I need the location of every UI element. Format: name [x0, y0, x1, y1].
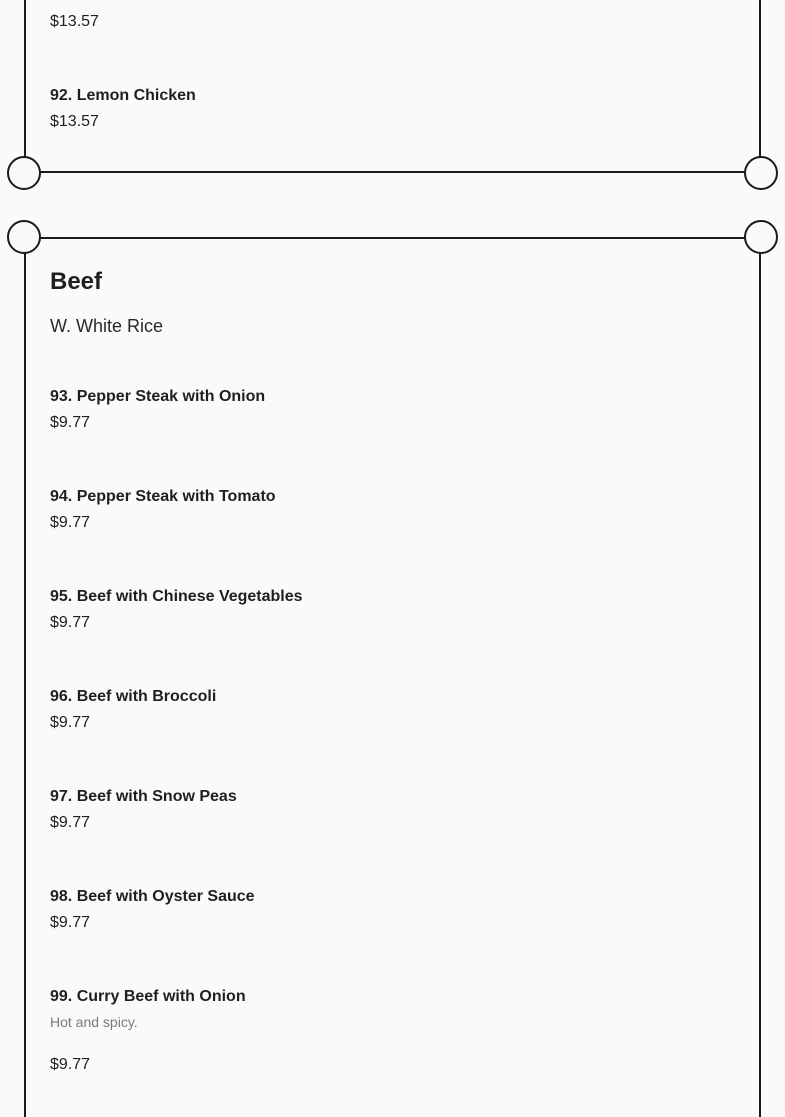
- menu-item[interactable]: [50, 987, 246, 1075]
- menu-item[interactable]: [50, 487, 276, 533]
- menu-item[interactable]: [50, 887, 255, 933]
- menu-item-price: $9.77: [50, 414, 91, 431]
- section-title: Beef: [50, 268, 103, 295]
- menu-item-name: 95. Beef with Chinese Vegetables: [50, 588, 303, 605]
- menu-item-description: Hot and spicy.: [50, 1014, 138, 1030]
- menu-item[interactable]: [50, 86, 196, 132]
- card-corner-notch: [7, 220, 41, 254]
- menu-item[interactable]: [50, 587, 303, 633]
- menu-item-name: 94. Pepper Steak with Tomato: [50, 488, 276, 505]
- menu-item-price: $13.57: [50, 113, 99, 130]
- menu-section-beef: [24, 237, 761, 1117]
- menu-item-price: $13.57: [50, 13, 99, 30]
- menu-item[interactable]: [50, 687, 216, 733]
- menu-item-price: $9.77: [50, 814, 91, 831]
- card-corner-notch: [744, 156, 778, 190]
- card-corner-notch: [744, 220, 778, 254]
- menu-item-name: 92. Lemon Chicken: [50, 87, 196, 104]
- menu-section-card: [24, 0, 761, 173]
- menu-item-name: 97. Beef with Snow Peas: [50, 788, 237, 805]
- menu-item-name: 93. Pepper Steak with Onion: [50, 388, 266, 405]
- menu-item-price: $9.77: [50, 514, 91, 531]
- menu-item-name: 96. Beef with Broccoli: [50, 688, 217, 705]
- section-subtitle: W. White Rice: [50, 316, 164, 336]
- menu-item[interactable]: [50, 787, 237, 833]
- menu-item-price: $9.77: [50, 614, 91, 631]
- menu-item-price: $9.77: [50, 1056, 91, 1073]
- menu-item[interactable]: [50, 387, 265, 433]
- menu-item-price: $9.77: [50, 914, 91, 931]
- menu-item-name: 99. Curry Beef with Onion: [50, 988, 246, 1005]
- card-corner-notch: [7, 156, 41, 190]
- menu-item-name: 98. Beef with Oyster Sauce: [50, 888, 255, 905]
- menu-item-price: $9.77: [50, 714, 91, 731]
